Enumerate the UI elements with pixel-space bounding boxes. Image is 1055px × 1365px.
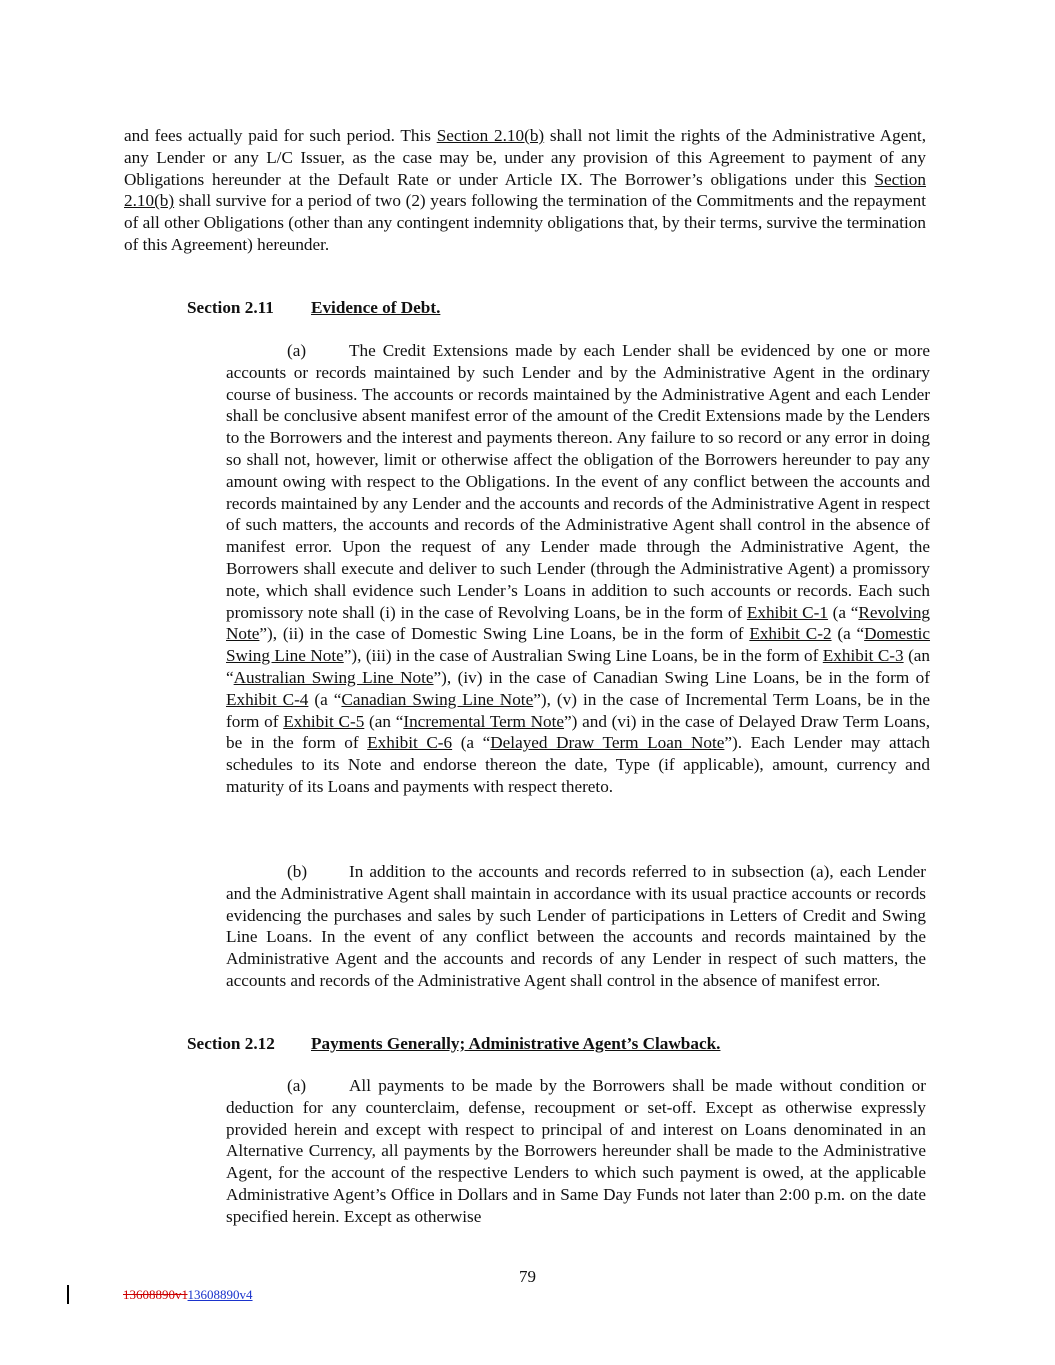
subsection-label: (a)	[287, 341, 307, 360]
section-2-12-a: (a) All payments to be made by the Borrowers shall be made without condition or deduction for any counterclaim, defense, recoupment or set-off. Except as otherwise expressly provided herein and except with respect to principal of and interest on Loans denominated in an Alternative Currency, all payments by the Borrowers hereunder shall be made to the Administrative Agent, for the account of the respective Lenders to which such payment is owed, at the applicable Administrative Agent’s Office in Dollars and in Same Day Funds not later than 2:00 p.m. on the date specified herein. Except as otherwise	[226, 1076, 926, 1226]
exhibit-reference: Exhibit C-1	[746, 602, 828, 622]
subsection-label: (b)	[287, 862, 308, 881]
exhibit-reference: Exhibit C-3	[822, 646, 904, 666]
document-id-footer	[123, 1287, 253, 1303]
continuation-paragraph: and fees actually paid for such period. This Section 2.10(b) shall not limit the rights of the Administrative Agent, any Lender or any L/C Issuer, as the case may be, under any provision of this Agreement to payment of any Obligations hereunder at the Default Rate or under Article IX. The Borrower’s obligations under this Section 2.10(b) shall survive for a period of two (2) years following the termination of the Commitments and the repayment of all other Obligations (other than any contingent indemnity obligations that, by their terms, survive the termination of this Agreement) hereunder.	[124, 126, 926, 254]
exhibit-reference: Exhibit C-2	[749, 624, 832, 644]
deleted-doc-id: 13608890v1	[123, 1287, 188, 1302]
subsection-label: (a)	[287, 1076, 307, 1095]
section-title: Evidence of Debt.	[311, 298, 441, 317]
section-2-11-a: (a) The Credit Extensions made by each Lender shall be evidenced by one or more accounts or records maintained by such Lender and by the Administrative Agent in the ordinary course of business. The accounts or records maintained by the Administrative Agent and each Lender shall be conclusive absent manifest error of the amount of the Credit Extensions made by the Lenders to the Borrowers and the interest and payments thereon. Any failure to so record or any error in doing so shall not, however, limit or otherwise affect the obligation of the Borrowers hereunder to pay any amount owing with respect to the Obligations. In the event of any conflict between the accounts and records maintained by any Lender and the accounts and records of the Administrative Agent in respect of such matters, the accounts and records of the Administrative Agent shall control in the absence of manifest error. Upon the request of any Lender made through the Administrative Agent, the Borrowers shall execute and deliver to such Lender (through the Administrative Agent) a promissory note, which shall evidence such Lender’s Loans in addition to such accounts or records. Each such promissory note shall (i) in the case of Revolving Loans, be in the form of Exhibit C-1 (a “Revolving Note”), (ii) in the case of Domestic Swing Line Loans, be in the form of Exhibit C-2 (a “Domestic Swing Line Note”), (iii) in the case of Australian Swing Line Loans, be in the form of Exhibit C-3 (an “Australian Swing Line Note”), (iv) in the case of Canadian Swing Line Loans, be in the form of Exhibit C-4 (a “Canadian Swing Line Note”), (v) in the case of Incremental Term Loans, be in the form of Exhibit C-5 (an “Incremental Term Note”) and (vi) in the case of Delayed Draw Term Loans, be in the form of Exhibit C-6 (a “Delayed Draw Term Loan Note”). Each Lender may attach schedules to its Note and endorse thereon the date, Type (if applicable), amount, currency and maturity of its Loans and payments with respect thereto.	[226, 341, 931, 796]
defined-term: Incremental Term Note	[403, 711, 565, 731]
section-title: Payments Generally; Administrative Agent’s Clawback.	[311, 1034, 721, 1053]
section-reference: Section 2.10(b)	[436, 126, 545, 145]
section-reference: Section 2.10(b)	[124, 169, 926, 211]
section-2-11-heading	[187, 297, 440, 319]
section-2-12-heading	[187, 1033, 720, 1055]
defined-term: Delayed Draw Term Loan Note	[490, 733, 725, 753]
change-bar	[67, 1285, 69, 1304]
section-number: Section 2.11	[187, 298, 274, 317]
exhibit-reference: Exhibit C-6	[367, 733, 453, 753]
inserted-doc-id: 13608890v4	[187, 1287, 253, 1302]
defined-term: Revolving Note	[226, 602, 931, 644]
section-number: Section 2.12	[187, 1034, 275, 1053]
defined-term: Australian Swing Line Note	[233, 667, 434, 687]
section-2-11-b: (b) In addition to the accounts and records referred to in subsection (a), each Lender and the Administrative Agent shall maintain in accordance with its usual practice accounts or records evidencing the purchases and sales by such Lender of participations in Letters of Credit and Swing Line Loans. In the event of any conflict between the accounts and records maintained by the Administrative Agent and the accounts and records of any Lender in respect of such matters, the accounts and records of the Administrative Agent shall control in the absence of manifest error.	[226, 862, 926, 990]
exhibit-reference: Exhibit C-5	[283, 711, 365, 731]
defined-term: Domestic Swing Line Note	[226, 624, 931, 666]
page-number: 79	[519, 1267, 536, 1286]
defined-term: Canadian Swing Line Note	[341, 689, 534, 709]
exhibit-reference: Exhibit C-4	[226, 689, 309, 709]
